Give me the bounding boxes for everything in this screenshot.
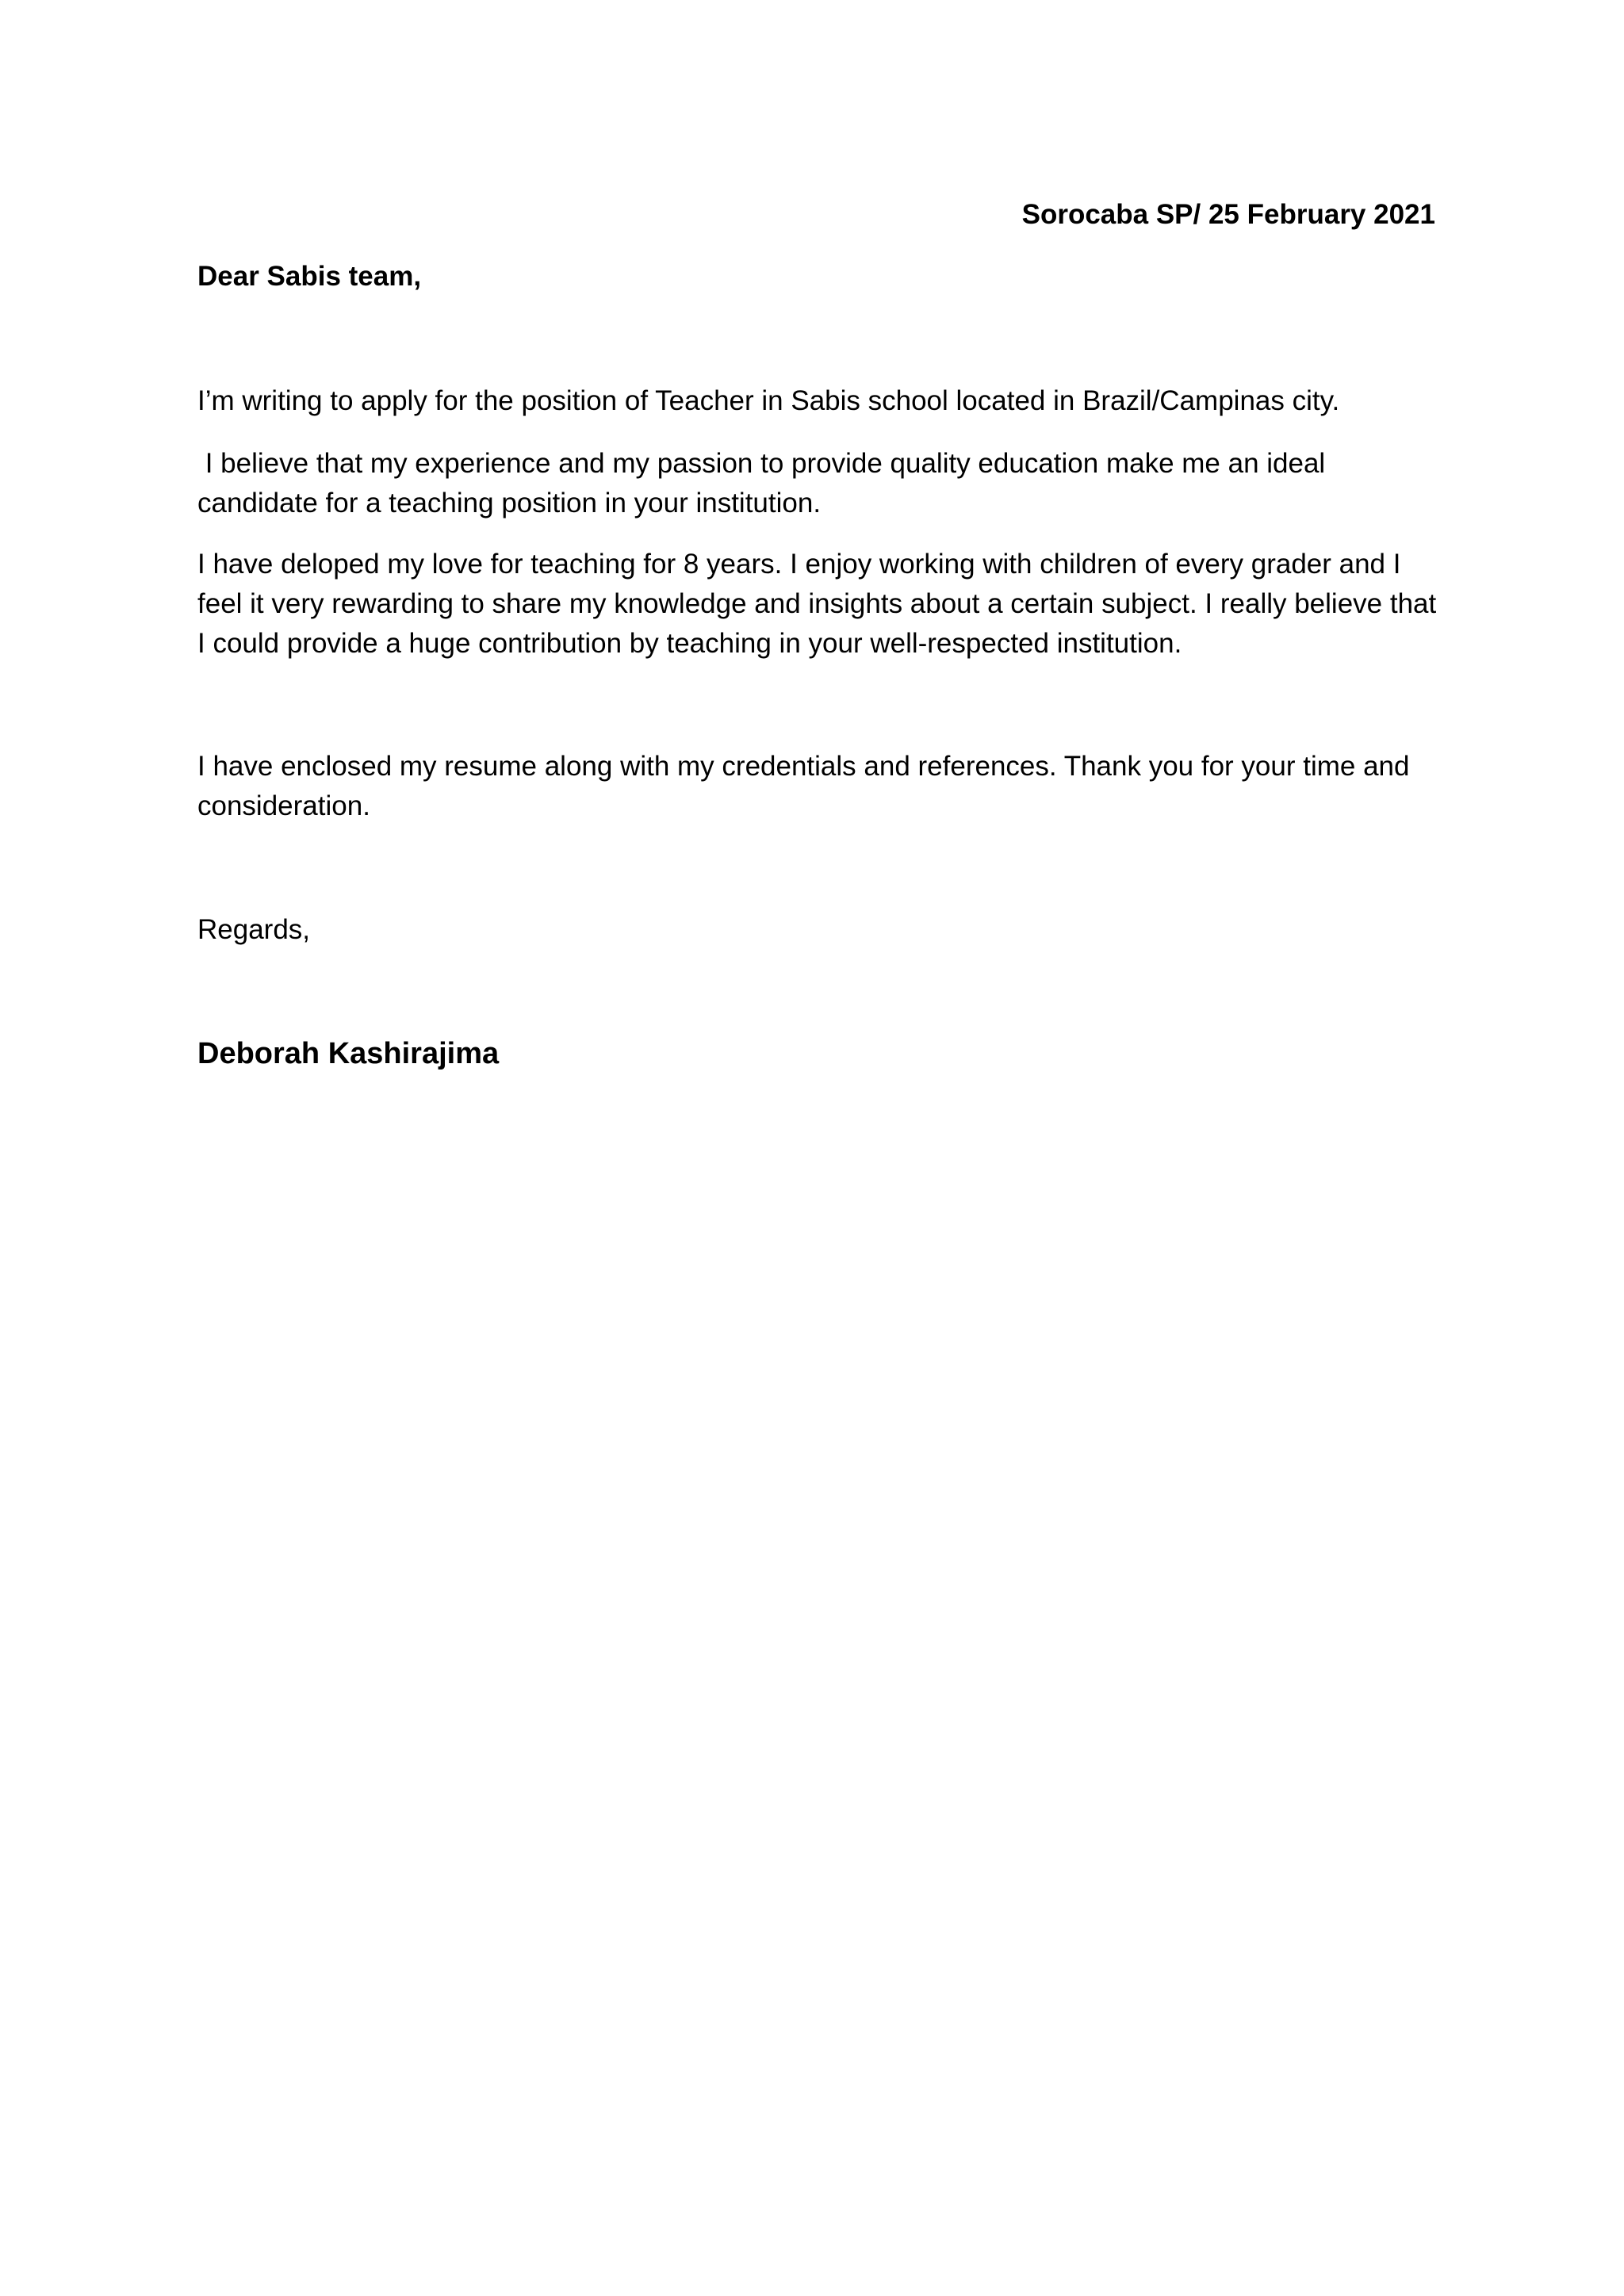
signature-name: Deborah Kashirajima (197, 1037, 500, 1070)
salutation: Dear Sabis team, (197, 261, 422, 292)
paragraph-experience: I have deloped my love for teaching for 8 years. I enjoy working with children of every grader and I feel it very rewarding to share my knowledge and insights about a certain subject. I really believe that I could provide a huge contribution by teaching in your well-respected institution. (197, 549, 1437, 659)
place-date: Sorocaba SP/ 25 February 2021 (1021, 199, 1435, 230)
paragraph-intro: I’m writing to apply for the position of Teacher in Sabis school located in Brazil/Campinas city. (197, 385, 1340, 416)
paragraph-candidacy: I believe that my experience and my passion to provide quality education make me an ideal candidate for a teaching position in your institution. (197, 448, 1333, 519)
paragraph-enclosure: I have enclosed my resume along with my credentials and references. Thank you for your time and consideration. (197, 751, 1410, 821)
closing: Regards, (197, 914, 311, 945)
